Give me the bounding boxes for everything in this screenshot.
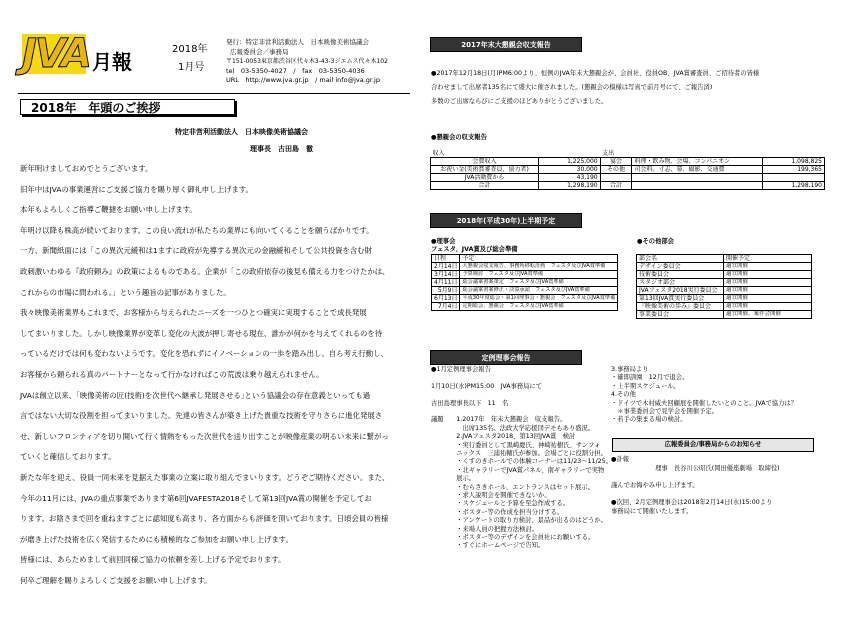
greeting-line: してまいりました。しかし映像業界が変革し変化の大波が押し寄せる現在、誰かが何かを与えてくれるのを待 — [20, 328, 383, 338]
board-plan: 総会議案書案修正・決算承認 フェスタ及びJVA賞準備 — [460, 287, 618, 295]
meeting-line: 4.その他 — [611, 391, 636, 399]
header-divider — [18, 93, 410, 94]
greeting-line: 新年明けましておめでとうございます。 — [20, 164, 153, 173]
meeting-line: 2.JVAフェスタ2018、第13回JVA賞 検討 — [431, 433, 576, 441]
board-plan: 定期総会、懇親会 フェスタ及びJVA賞準備 — [460, 303, 618, 311]
expense-label — [600, 174, 632, 182]
committee-plan: 適宜開催 — [724, 295, 812, 303]
schedule-heading: 2018年(平成30年)上半期予定 — [430, 213, 582, 228]
board-meeting-left — [431, 366, 612, 551]
income-label: お祝い金(美術賞審査員、協力者) — [431, 166, 539, 174]
committee-name: 技術委員会 — [637, 271, 724, 279]
expense-value: 1,098,825 — [763, 158, 825, 166]
notice-line: 理事 長谷川公昭氏(岡田優座劇場 取締役) — [611, 464, 780, 472]
meeting-line: ・ポスター等の作成を担当分けする。 — [431, 508, 564, 516]
other-col-name: 部会名 — [637, 255, 724, 263]
publisher-line: 発行：特定非営利活動法人 日本映像美術協議会 — [226, 38, 369, 46]
notice-line: ●訃報 — [611, 456, 630, 463]
publisher-line: 広報委員会／事務局 — [230, 48, 289, 57]
expense-desc: 司会料、寸志、幕、撮影、交通費 — [632, 166, 763, 174]
greeting-signer: 理事長 古田島 徹 — [250, 145, 313, 153]
meeting-line: 議題 1.2017年 年末大懇親会 収支報告。 — [431, 416, 567, 424]
meeting-line: ・確即訓園 12月で退会。 — [611, 374, 689, 382]
greeting-heading: 2018年 年頭のご挨拶 — [20, 99, 235, 115]
table-row — [637, 263, 812, 271]
issue-year: 2018年 — [172, 44, 208, 55]
publisher-line: 〒151-0053東京都渋谷区代々木3-43-3ジエムス代々木102 — [226, 58, 388, 66]
committee-plan: 適宜開催 — [724, 279, 812, 287]
meeting-line: ・すぐにホームページで告知。 — [431, 542, 545, 550]
board-label: ●理事会 — [431, 238, 456, 245]
greeting-line: 一方、新聞紙面には「この異次元緩和は1ますに政府が先導する異次元の金融緩和そして公共投資を含む財 — [20, 246, 373, 256]
party-finance-table — [430, 150, 825, 190]
notice-line — [611, 473, 780, 482]
notice-line — [611, 490, 780, 499]
greeting-line: 政刺激いわゆる『政府頼み』の政策によるものである。企業が「この政府依存の後見も備える力をつけたかは、 — [20, 266, 390, 276]
committee-plan: 適宜開催 — [724, 271, 812, 279]
expense-value — [763, 174, 825, 182]
board-plan: 平成30年度総会・第1回理事会・懇親会 フェスタ及びJVA賞準備 — [460, 295, 618, 303]
meeting-line: 古田島理事長以下 11 名 — [431, 399, 509, 407]
greeting-line: 旧年中はJVAの事業運営にご支援ご協力を賜り厚く御礼申し上げます。 — [20, 184, 253, 194]
board-date: 7月4日 — [432, 303, 460, 311]
board-col-plan: 予定 — [460, 255, 618, 263]
expense-value: 1,298,190 — [763, 182, 825, 190]
board-date: 2月14日 — [432, 263, 460, 271]
board-date: 4月11日 — [432, 279, 460, 287]
meeting-line: 3.事務局より — [611, 366, 649, 373]
committee-name: JVAフェスタ2018実行委員会 — [637, 287, 724, 295]
greeting-line: 皆様には、あらためまして前回同様ご協力の依頼を差し上げる予定でおります。 — [20, 555, 286, 565]
table-row — [637, 279, 812, 287]
meeting-line: ・ドイツで木村威夫回顧展を開催したいとのこと。JVAで協力は？ — [611, 399, 798, 407]
greeting-org: 特定非営利活動法人 日本映像美術協議会 — [175, 128, 308, 136]
publisher-line: tel 03-5350-4027 / fax 03-5350-4036 — [226, 66, 365, 75]
board-schedule-table — [431, 254, 618, 311]
table-row — [432, 303, 618, 311]
expense-desc: 料理・飲み物、会場、コンパニオン — [632, 158, 763, 166]
table-row — [637, 271, 812, 279]
table-row — [637, 287, 812, 295]
other-col-plan: 開催予定 — [724, 255, 812, 263]
table-row — [432, 295, 618, 303]
greeting-line: 言ではない大切な役割を担ってまいりました。先達の皆さんが築き上げた貴重な技術を守りさらに進化発展さ — [20, 411, 383, 421]
committee-plan: 適宜開催 — [724, 263, 812, 271]
table-row — [432, 271, 618, 279]
publisher-line: URL http://www.jva.gr.jp / mail info@jva.gr.jp — [226, 75, 380, 84]
meeting-line: ・実行委員として黒崎慶氏、神崎祐樹氏、サンフォ — [431, 441, 601, 449]
meeting-line: ・若手の集まる場の検討。 — [611, 416, 687, 424]
board-plan: 総会議案書案策定 フェスタ及びJVA賞準備 — [460, 279, 618, 287]
committee-plan: 適宜開催、案件会開催 — [724, 311, 812, 319]
notice-line: ●次回、2月定例理事会は2018年2月14日(水)15:00より — [611, 498, 773, 506]
board-plan: 大懇親会収支報告、事務所移転計画 フェスタ及びJVA賞準備 — [460, 263, 618, 271]
meeting-line — [431, 374, 612, 382]
income-value: 1,298,190 — [539, 182, 601, 190]
party-report-line: 多数のご出席ならびにご支援のほどありがとうございました。 — [431, 97, 608, 105]
greeting-line: 今年の11月には、JVAの重点事業であります第6回JVAFESTA2018そして第13回JVA賞の開催を予定してお — [20, 493, 372, 503]
newsletter-title: 月報 — [92, 50, 132, 74]
meeting-line: ・北ギャラリーでJVA賞パネル、南ギャラリーで実物 — [431, 466, 605, 474]
expense-label: その他 — [600, 166, 632, 174]
expense-label: 宴会 — [600, 158, 632, 166]
committee-name: 第13回JVA賞実行委員会 — [637, 295, 724, 303]
greeting-line: ります。お陰さまで回を重ねますごとに認知度も高まり、各方面からも評価を頂いております。日頃会員の皆様 — [20, 514, 389, 524]
income-value: 30,000 — [539, 166, 601, 174]
greeting-body — [20, 159, 415, 591]
board-meeting-heading: 定例理事会報告 — [430, 350, 582, 365]
income-label: JVA活動費から — [431, 174, 539, 182]
meeting-line: ・アンケートの取り方検討、景品が出るのはどうか。 — [431, 517, 607, 525]
other-label: ●その他部会 — [637, 238, 674, 245]
greeting-line: ていくと確信しております。 — [20, 452, 116, 462]
income-label: 合計 — [431, 182, 539, 190]
other-schedule-table — [636, 254, 812, 319]
meeting-line: 展示。 — [431, 475, 476, 483]
committee-plan: 適宜開催 — [724, 303, 812, 311]
committee-name: デザイン委員会 — [637, 263, 724, 271]
meeting-line: ＊事業委員会で見学会を開催予定。 — [611, 408, 719, 416]
meeting-line: ・ポスター等のデザインを会員社にお願いする。 — [431, 534, 595, 542]
income-label: 会費収入 — [431, 158, 539, 166]
table-row — [637, 303, 812, 311]
expense-header: 支出 — [600, 150, 824, 158]
committee-name: スタジオ部会 — [637, 279, 724, 287]
publisher-info — [226, 38, 388, 84]
party-report-line: ●2017年12月18日(月)PM6:00より、恒例のJVA年末大懇親会が、会員社、役員OB、JVA賞審査員、ご招待者の皆様 — [431, 70, 760, 77]
expense-desc — [632, 182, 763, 190]
party-report-line: 合わせまして出席者135名にて盛大に催されました。(懇親会の模様は写真で前月号にて、ご報告済) — [431, 83, 713, 91]
issue-month: 1月号 — [178, 62, 205, 73]
expense-label: 合計 — [600, 182, 632, 190]
committee-name: 事業委員会 — [637, 311, 724, 319]
board-date: 5月9日 — [432, 287, 460, 295]
meeting-line: ・むらさきホール、エントランスはセット展示。 — [431, 483, 594, 491]
board-date: 3月14日 — [432, 271, 460, 279]
greeting-line: 我々映像美術業界もこれまで、お客様から与えられたニーズを一つひとつ確実に実現することで成長発展 — [20, 308, 367, 318]
party-report-heading: 2017年末大懇親会収支報告 — [430, 37, 582, 52]
greeting-line: これからの市場に問われる。」という趣旨の記事がありました。 — [20, 287, 231, 297]
greeting-line: せ、新しいフロンティアを切り開いて行く情熱をもった次世代を送り出すことが映像産業の明るい未来に繋がっ — [20, 431, 389, 441]
committee-plan: 適宜開催 — [724, 287, 812, 295]
greeting-line: JVAは創立以来、｢映像美術の匠(技術)を次世代へ継承し発展させる｣という協議会の存在意義といっても過 — [20, 390, 371, 400]
board-date: 6月13日 — [432, 295, 460, 303]
meeting-line: ・来場人員の把握方法検討。 — [431, 525, 539, 533]
income-value: 43,190 — [539, 174, 601, 182]
meeting-line: ●1月定例理事会報告 — [431, 366, 491, 373]
committee-name: 『映像美術の歩み』委員会 — [637, 303, 724, 311]
greeting-line: 年明け以降も株高が続いております。この良い流れが私たちの業界にも向いてくることを願うばかりです。 — [20, 225, 374, 235]
greeting-line: が磨き上げた技術を広く発信するためにも積極的なご参加をお願い申し上げます。 — [20, 534, 293, 544]
meeting-line: ニックス 三浦祐輔氏が参加。会場ごとに役割分担。 — [431, 450, 607, 458]
party-report-text — [431, 70, 759, 106]
meeting-line: 出席135名。法政大学応援団デモもあり盛況。 — [431, 424, 595, 432]
board-col-date: 日程 — [432, 255, 460, 263]
greeting-line: っているだけでは何も変わないようです。変化を恐れずにイノベーションの一歩を踏み出し、自ら考え行動し、 — [20, 349, 388, 359]
jva-logo: JVA — [22, 31, 91, 77]
notice-body — [611, 456, 780, 516]
expense-desc — [632, 174, 763, 182]
meeting-line — [431, 391, 612, 399]
table-row — [432, 279, 618, 287]
greeting-line: お客様から頼られる真のパートナーとなって行かなければこの荒波は乗り越えられません。 — [20, 369, 324, 379]
table-row — [432, 287, 618, 295]
table-row — [637, 295, 812, 303]
table-row — [432, 263, 618, 271]
meeting-line: ・上半期スケジュール。 — [611, 382, 680, 390]
greeting-line: 新たな年を迎え、役員一同未来を見据えた事業の立案に取り組んでまいります。どうぞご期待ください。また、 — [20, 472, 390, 482]
board-plan: 予算検討 フェスタ及びJVA賞準備 — [460, 271, 618, 279]
greeting-line: 本年もよろしくご指導ご鞭撻をお願い申し上げます。 — [20, 205, 197, 215]
party-table-label: ●懇親会の収支報告 — [431, 134, 487, 141]
notice-line: 謹んでお悔やみ申し上げます。 — [611, 481, 699, 489]
board-sub: フェスタ、JVA賞及び総会準備 — [431, 246, 518, 253]
table-row — [637, 311, 812, 319]
meeting-line: ・求人説明会を開催できないか。 — [431, 492, 551, 500]
income-value: 1,225,000 — [539, 158, 601, 166]
greeting-line: 何卒ご理解を賜りよろしくご支援をお願い申し上げます。 — [20, 575, 212, 585]
notice-heading: 広報委員会/事務局からのお知らせ — [612, 438, 814, 452]
expense-value: 199,365 — [763, 166, 825, 174]
notice-line: 事務局にて開催いたします。 — [611, 507, 693, 515]
meeting-line: 1月10日(水)PM15:00 JVA事務局にて — [431, 382, 543, 390]
board-meeting-right — [611, 366, 797, 425]
meeting-line: ・くすのきホールでの体験コーナーは11/23〜11/25。 — [431, 458, 612, 466]
income-header: 収入 — [431, 150, 601, 158]
meeting-line: ・スケジュールと予算を至急作成する。 — [431, 500, 570, 508]
